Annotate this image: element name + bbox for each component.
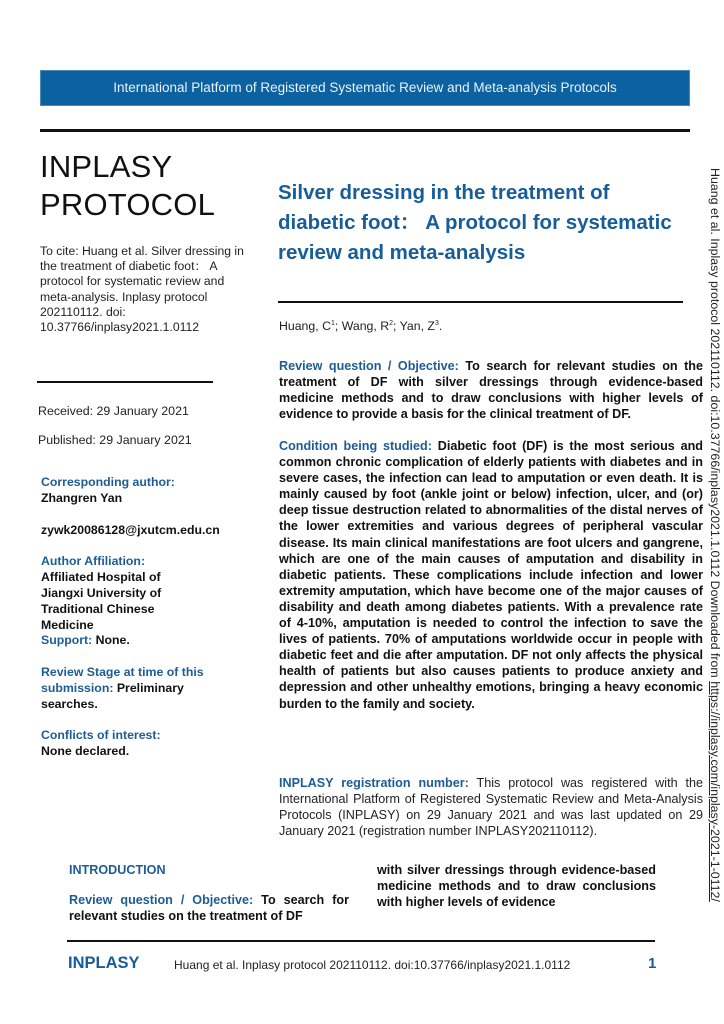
intro-review-label: Review question / Objective: [69, 893, 254, 908]
review-question-label: Review question / Objective: [279, 359, 459, 373]
introduction-heading: INTRODUCTION [69, 863, 166, 877]
introduction-left-column [69, 862, 349, 925]
registration-label: INPLASY registration number: [279, 776, 469, 790]
conflicts-value: None declared. [41, 744, 130, 758]
brand-line-2: PROTOCOL [40, 187, 216, 222]
download-link[interactable]: https://inplasy.com/inplasy-2021-1-0112/ [708, 681, 722, 902]
author-2-affil: 2 [389, 319, 393, 327]
author-separator: . [438, 319, 443, 333]
footer-brand: INPLASY [68, 954, 140, 972]
corresponding-author-name: Zhangren Yan [41, 491, 123, 505]
author-list [279, 319, 442, 333]
author-1: Huang, C [279, 319, 331, 333]
condition-label: Condition being studied: [279, 439, 432, 453]
intro-review-question [69, 892, 349, 924]
author-email[interactable]: zywk20086128@jxutcm.edu.cn [41, 523, 220, 537]
support-label: Support: [41, 633, 93, 647]
corresponding-author [41, 474, 261, 506]
registration-text: This protocol was registered with the International Platform of Registered Systematic Review and Meta-Analysis Protocols (INPLASY) on 29 January 2021 and was last updated on 29 January 2021 (registration number INPLASY202110112). [279, 776, 703, 839]
footer-rule [67, 940, 655, 942]
condition-section [279, 438, 703, 712]
review-question-section [279, 358, 703, 422]
footer-citation: Huang et al. Inplasy protocol 202110112. doi:10.37766/inplasy2021.1.0112 [174, 958, 571, 972]
registration-section [279, 775, 703, 839]
affiliation-value: Affiliated Hospital of Jiangxi University of Traditional Chinese Medicine [41, 570, 162, 632]
author-2: Wang, R [341, 319, 390, 333]
title-rule [278, 301, 683, 303]
author-3: Yan, Z [399, 319, 435, 333]
sidebar-rule [37, 381, 213, 383]
conflicts-label: Conflicts of interest: [41, 728, 161, 742]
citation-text: To cite: Huang et al. Silver dressing in the treatment of diabetic foot： A protocol for systematic review and meta-analysis. Inplasy protocol 202110112. doi: 10.37766/inplasy2021.1.0112 [40, 244, 244, 335]
review-question-text: To search for relevant studies on the treatment of DF with silver dressings through evidence-based medicine methods and to draw conclusions with higher levels of evidence to provide a basis for the clinical treatment of DF. [279, 359, 703, 422]
author-separator: ; [334, 319, 342, 333]
review-stage [41, 664, 231, 712]
header-rule [40, 129, 690, 132]
margin-note-text: Huang et al. Inplasy protocol 202110112. doi:10.37766/inplasy2021.1.0112 Downloaded from [708, 168, 722, 682]
article-title: Silver dressing in the treatment of diabetic foot： A protocol for systematic review and meta-analysis [278, 181, 672, 264]
author-3-affil: 3 [434, 319, 439, 327]
platform-banner: International Platform of Registered Systematic Review and Meta-analysis Protocols [40, 70, 690, 106]
author-separator: ; [393, 319, 400, 333]
conflicts [41, 727, 261, 759]
review-stage-value: Preliminary searches. [41, 681, 184, 711]
page-number: 1 [648, 955, 657, 972]
support [41, 632, 261, 648]
support-value: None. [92, 633, 130, 647]
corresponding-author-label: Corresponding author: [41, 475, 175, 489]
brand-title [40, 148, 215, 224]
download-margin-note [708, 168, 722, 918]
affiliation-label: Author Affiliation: [41, 554, 146, 568]
intro-review-text: To search for relevant studies on the treatment of DF [69, 893, 349, 924]
introduction-right-column: with silver dressings through evidence-based medicine methods and to draw conclusions with higher levels of evidence [377, 863, 656, 910]
brand-line-1: INPLASY [40, 149, 173, 184]
review-stage-label: Review Stage at time of this submission: [41, 665, 204, 695]
author-affiliation [41, 553, 261, 633]
published-date: Published: 29 January 2021 [38, 433, 192, 447]
condition-text: Diabetic foot (DF) is the most serious and common chronic complication of elderly patients with diabetes and in severe cases, the infection can lead to amputation or even death. It is mainly caused by foot (ankle joint or below) infection, ulcer, and (or) deep tissue destruction related to abnormalities of the distal nerves of the lower extremities and various degrees of peripheral vascular disease. Its main clinical manifestations are foot ulcers and gangrene, which are one of the main causes of amputation and disability in diabetic patients. These complications include infection and lower extremity amputation, which have become one of the major causes of disability and death among diabetes patients. With a prevalence rate of 4-10%, amputation is needed to control the infection to save the lives of patients. 70% of amputations worldwide occur in people with diabetic feet and die after amputation. DF not only affects the physical health of patients but also causes patients to produce anxiety and depression and other unhealthy emotions, bringing a heavy economic burden to the family and society. [279, 439, 703, 711]
received-date: Received: 29 January 2021 [38, 404, 189, 418]
author-1-affil: 1 [330, 319, 335, 327]
